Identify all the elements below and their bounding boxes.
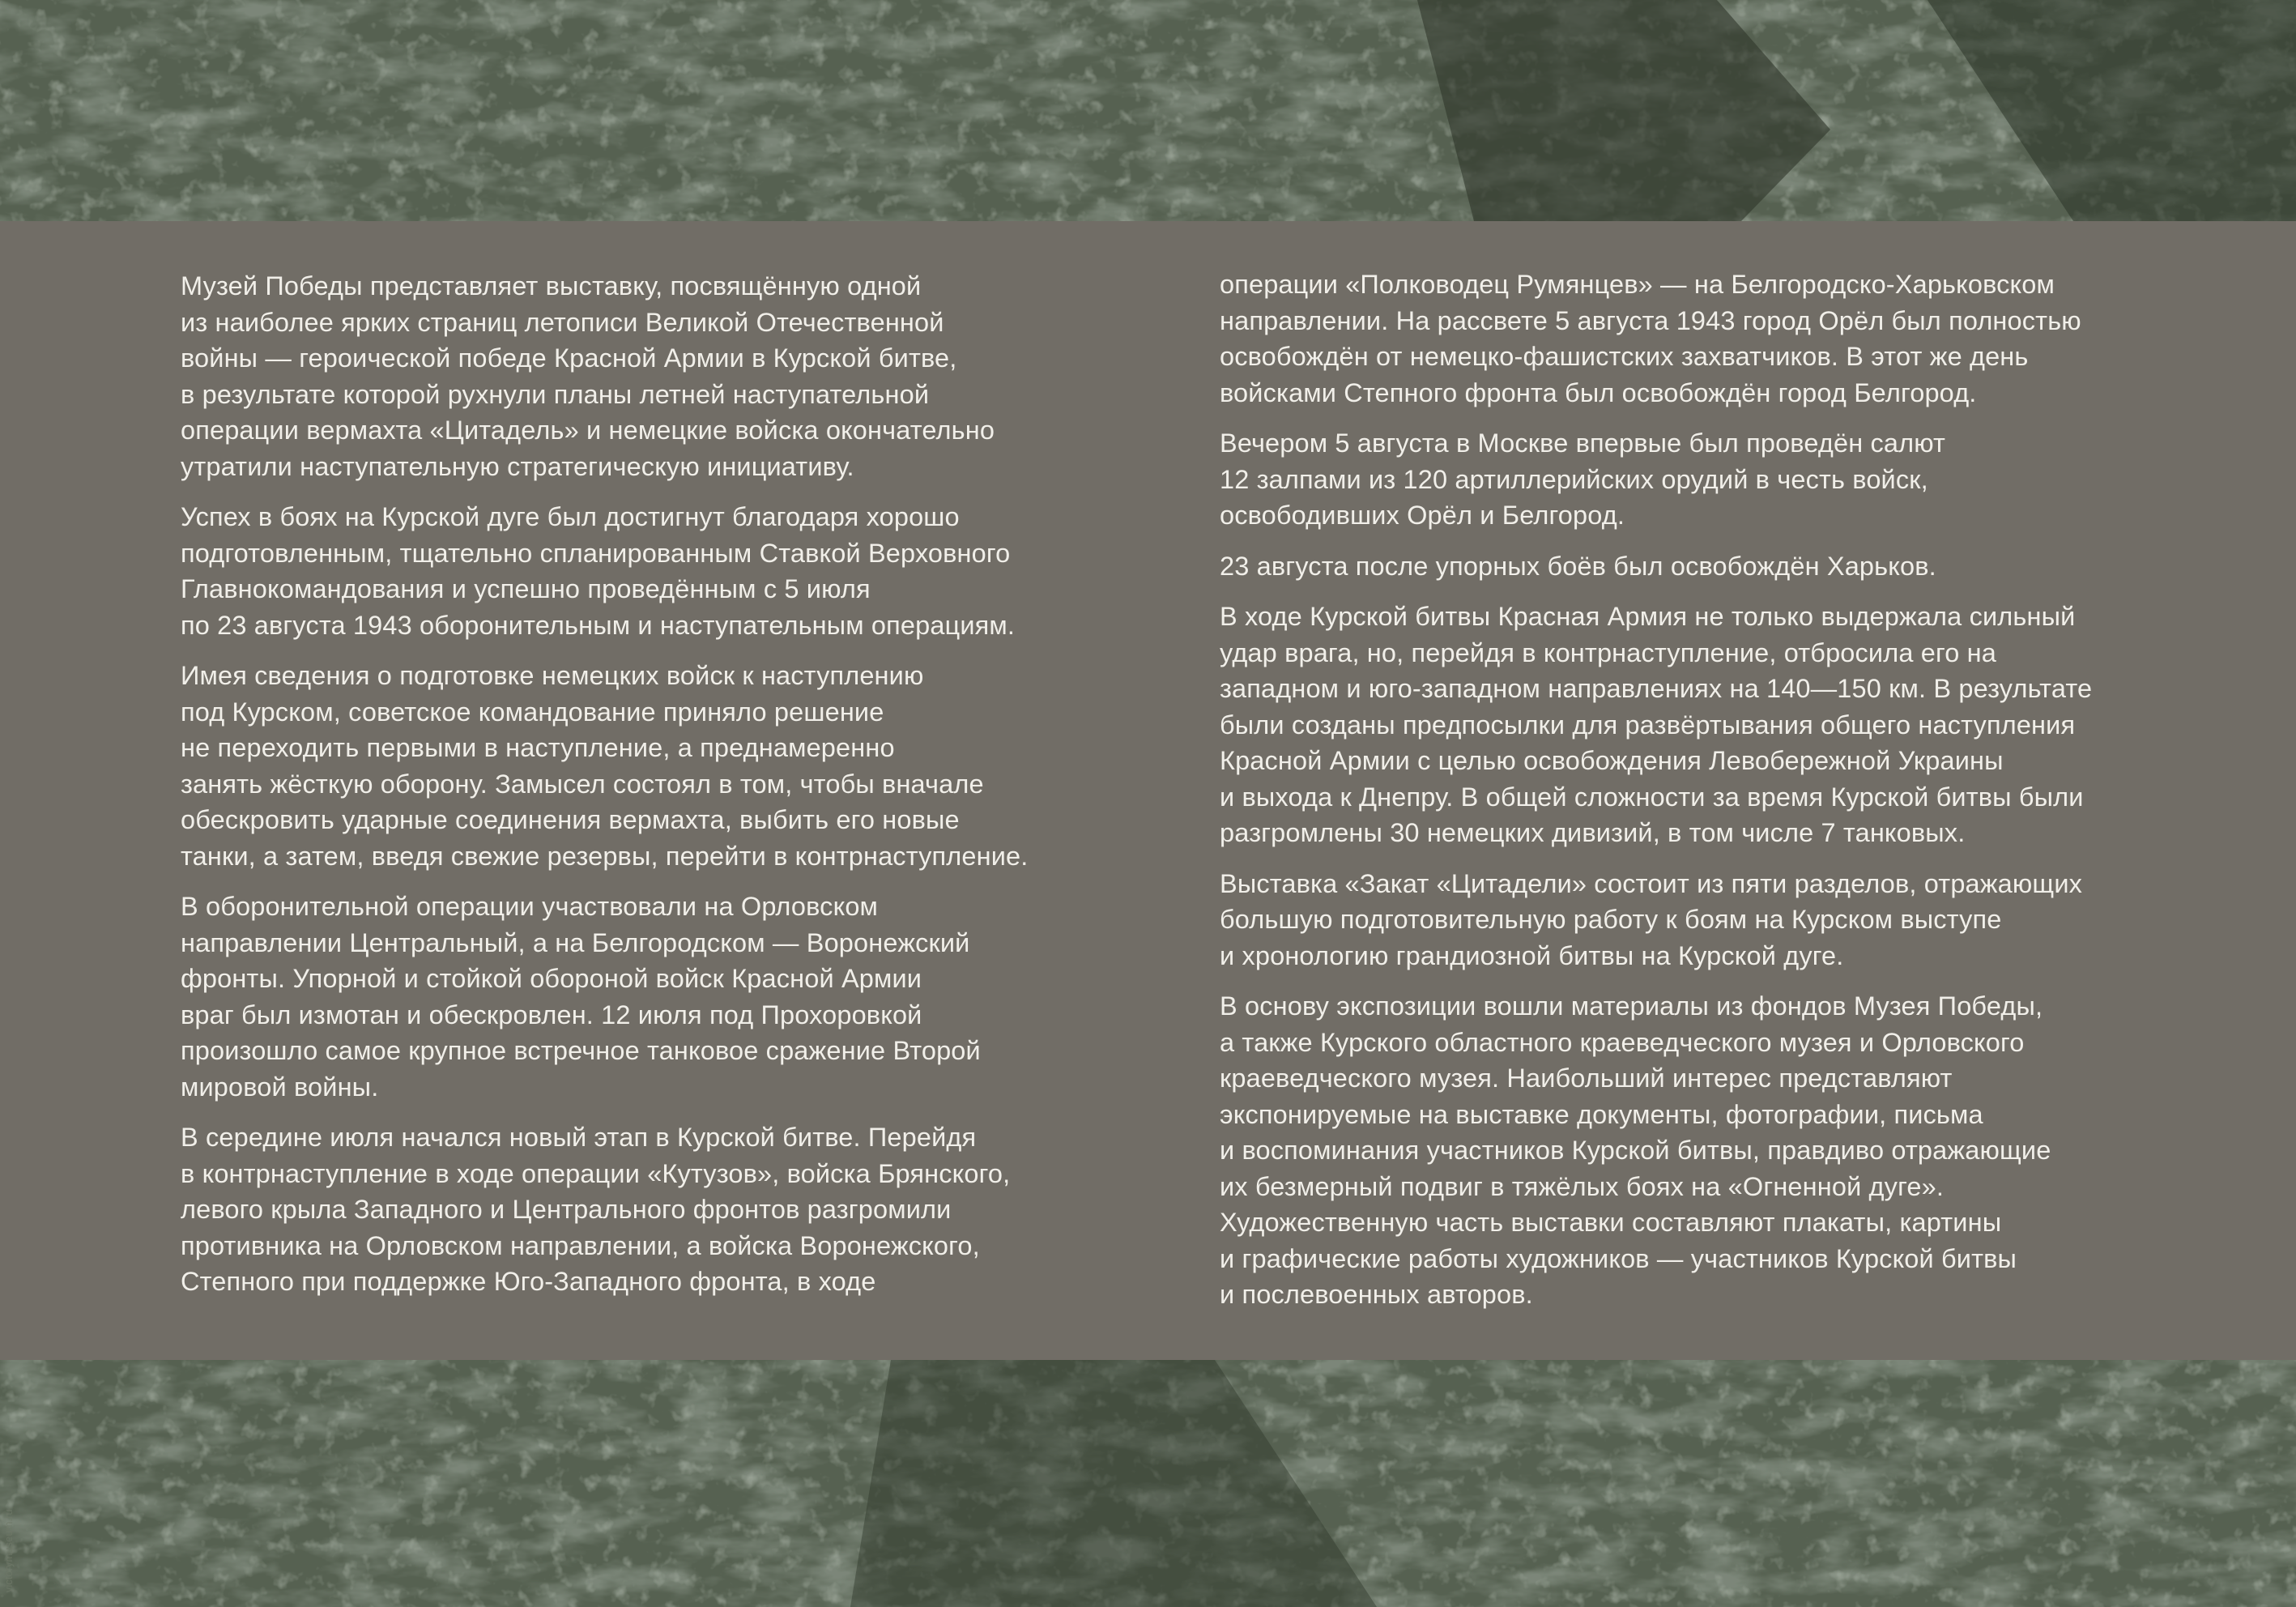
right-paragraph-6: В основу экспозиции вошли материалы из фондов Музея Победы, а также Курского областного краеведческого музея и Орловского краеведческого музея. Наибольший интерес представляют экспонируемые на выставке документы, фотографии, письма и воспоминания участников Курской битвы, правдиво отражающие их безмерный подвиг в тяжёлых боях на «Огненной дуге». Художественную часть выставки составляют плакаты, картины и графические работы художников — участников Курской битвы и послевоенных авторов. [1220,991,2051,1309]
left-paragraph-4: В оборонительной операции участвовали на Орловском направлении Центральный, а на Белгородском — Воронежский фронты. Упорной и стойкой обороной войск Красной Армии враг был измотан и обескровлен. 12 июля под Прохоровкой произошло самое крупное встречное танковое сражение Второй мировой войны. [181,892,981,1102]
right-paragraph-3: 23 августа после упорных боёв был освобождён Харьков. [1220,551,1936,581]
left-paragraph-1: Музей Победы представляет выставку, посвящённую одной из наиболее ярких страниц летописи Великой Отечественной войны — героической победе Красной Армии в Курской битве, в результате которой рухнули планы летней наступательной операции вермахта «Цитадель» и немецкие войска окончательно утратили наступательную стратегическую инициативу. [181,271,995,481]
right-paragraph-4: В ходе Курской битвы Красная Армия не только выдержала сильный удар врага, но, перейдя в контрнаступление, отбросила его на западном и юго-западном направлениях на 140—150 км. В результате были созданы предпосылки для развёртывания общего наступления Красной Армии с целью освобождения Левобережной Украины и выхода к Днепру. В общей сложности за время Курской битвы были разгромлены 30 немецких дивизий, в том числе 7 танковых. [1220,602,2093,847]
right-column [1220,266,2159,1328]
left-paragraph-3: Имея сведения о подготовке немецких войск к наступлению под Курском, советское командование приняло решение не переходить первыми в наступление, а преднамеренно занять жёсткую оборону. Замысел состоял в том, чтобы вначале обескровить ударные соединения вермахта, выбить его новые танки, а затем, введя свежие резервы, перейти в контрнаступление. [181,661,1029,871]
text-panel [0,221,2296,1360]
right-paragraph-2: Вечером 5 августа в Москве впервые был проведён салют 12 залпами из 120 артиллерийских орудий в честь войск, освободивших Орёл и Белгород. [1220,428,1946,530]
left-column [181,268,1136,1315]
right-paragraph-5: Выставка «Закат «Цитадели» состоит из пяти разделов, отражающих большую подготовительную работу к боям на Курском выступе и хронологию грандиозной битвы на Курской дуге. [1220,868,2083,970]
left-paragraph-2: Успех в боях на Курской дуге был достигнут благодаря хорошо подготовленным, тщательно спланированным Ставкой Верховного Главнокомандования и успешно проведённым с 5 июля по 23 августа 1943 оборонительным и наступательным операциям. [181,502,1016,640]
side-credit: victorymuseum.ru [2,1509,15,1592]
left-paragraph-5: В середине июля начался новый этап в Курской битве. Перейдя в контрнаступление в ходе операции «Кутузов», войска Брянского, левого крыла Западного и Центрального фронтов разгромили противника на Орловском направлении, а войска Воронежского, Степного при поддержке Юго-Западного фронта, в ходе [181,1123,1011,1296]
right-paragraph-1: операции «Полководец Румянцев» — на Белгородско-Харьковском направлении. На рассвете 5 августа 1943 город Орёл был полностью освобождён от немецко-фашистских захватчиков. В этот же день войсками Степного фронта был освобождён город Белгород. [1220,270,2081,407]
